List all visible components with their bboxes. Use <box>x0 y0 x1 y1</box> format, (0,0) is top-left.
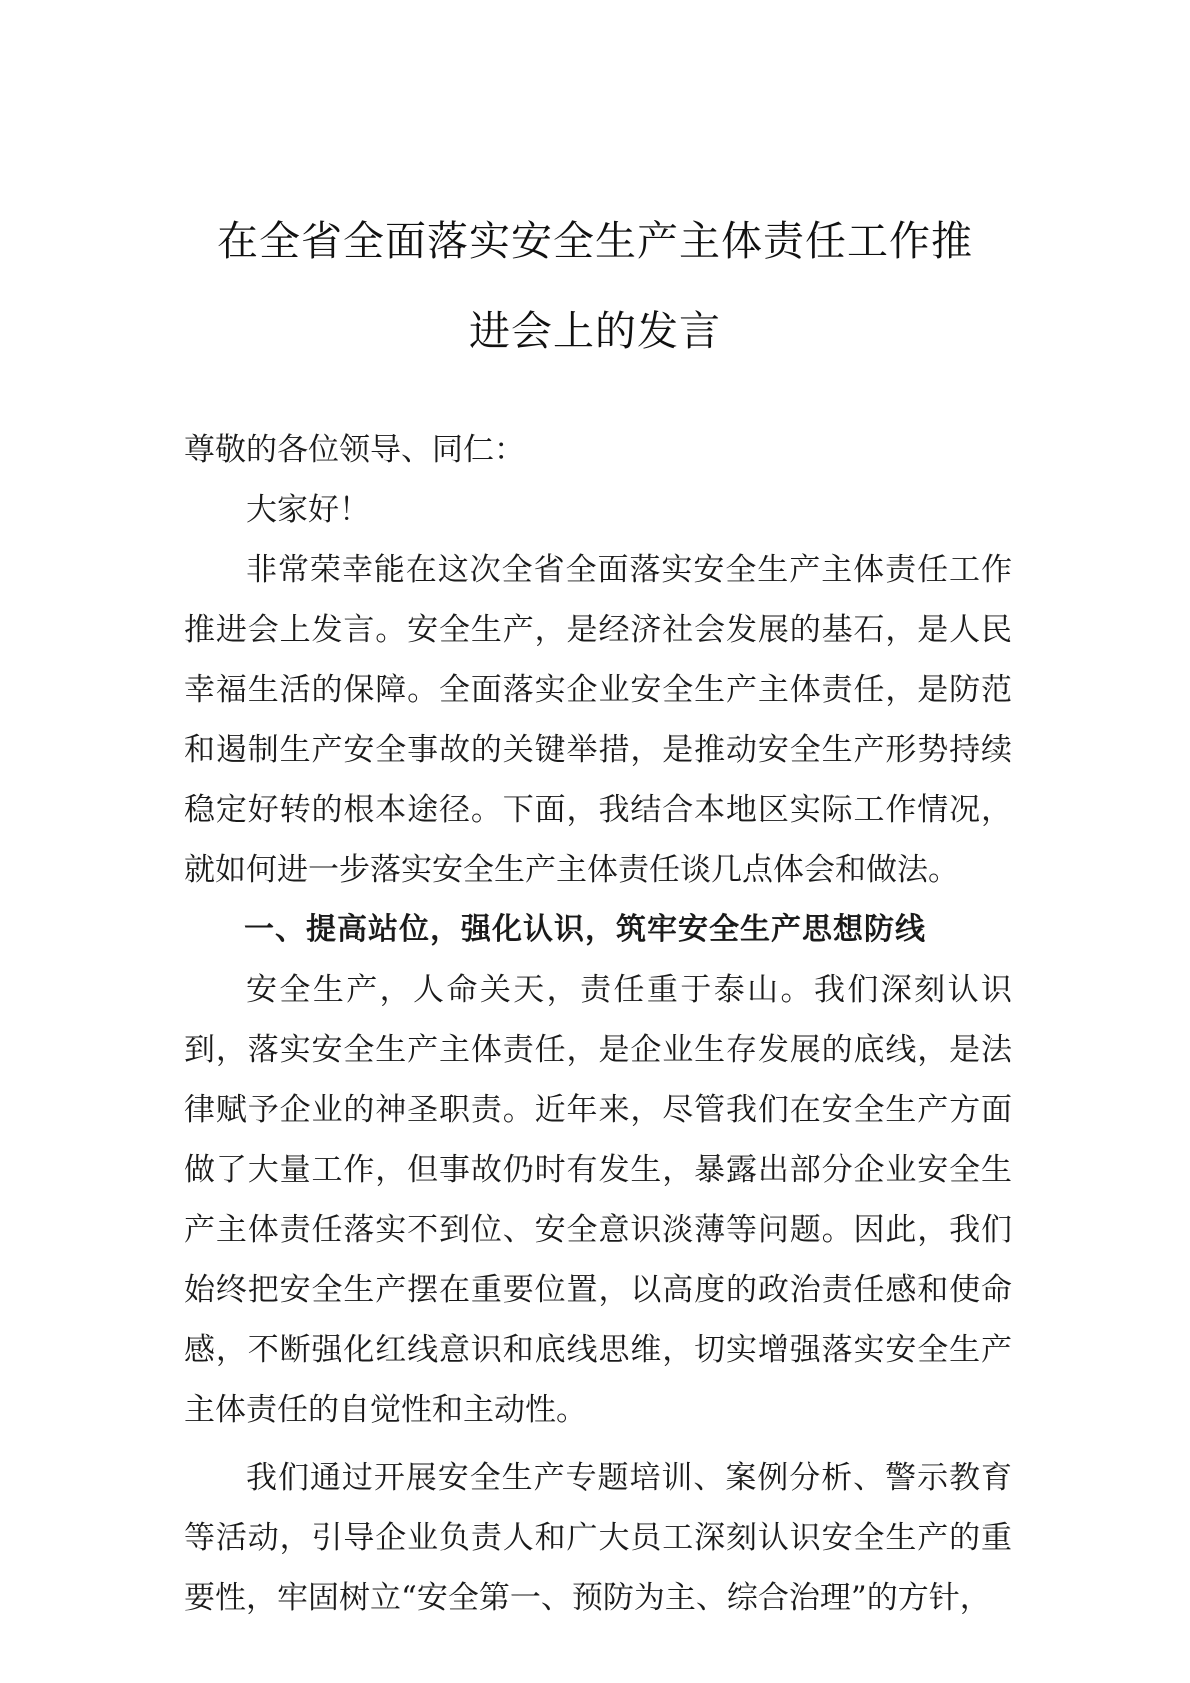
salutation: 尊敬的各位领导、同仁： <box>184 432 525 468</box>
section-heading: 一、提高站位，强化认识，筑牢安全生产思想防线 <box>244 912 926 947</box>
body-paragraph: 我们通过开展安全生产专题培训、案例分析、警示教育等活动，引导企业负责人和广大员工深刻认识安全生产的重要性，牢固树立“安全第一、预防为主、综合治理”的方针， <box>184 1460 1012 1616</box>
document-body <box>184 420 1012 1628</box>
greeting: 大家好！ <box>246 492 370 528</box>
title-line-1: 在全省全面落实安全生产主体责任工作推 <box>217 217 973 265</box>
intro-paragraph: 非常荣幸能在这次全省全面落实安全生产主体责任工作推进会上发言。安全生产，是经济社会发展的基石，是人民幸福生活的保障。全面落实企业安全生产主体责任，是防范和遏制生产安全事故的关键举措，是推动安全生产形势持续稳定好转的根本途径。下面，我结合本地区实际工作情况，就如何进一步落实安全生产主体责任谈几点体会和做法。 <box>184 552 1012 888</box>
document-title <box>150 196 1040 376</box>
body-paragraph: 安全生产，人命关天，责任重于泰山。我们深刻认识到，落实安全生产主体责任，是企业生存发展的底线，是法律赋予企业的神圣职责。近年来，尽管我们在安全生产方面做了大量工作，但事故仍时有发生，暴露出部分企业安全生产主体责任落实不到位、安全意识淡薄等问题。因此，我们始终把安全生产摆在重要位置，以高度的政治责任感和使命感，不断强化红线意识和底线思维，切实增强落实安全生产主体责任的自觉性和主动性。 <box>184 972 1012 1428</box>
title-line-2: 进会上的发言 <box>469 307 721 355</box>
